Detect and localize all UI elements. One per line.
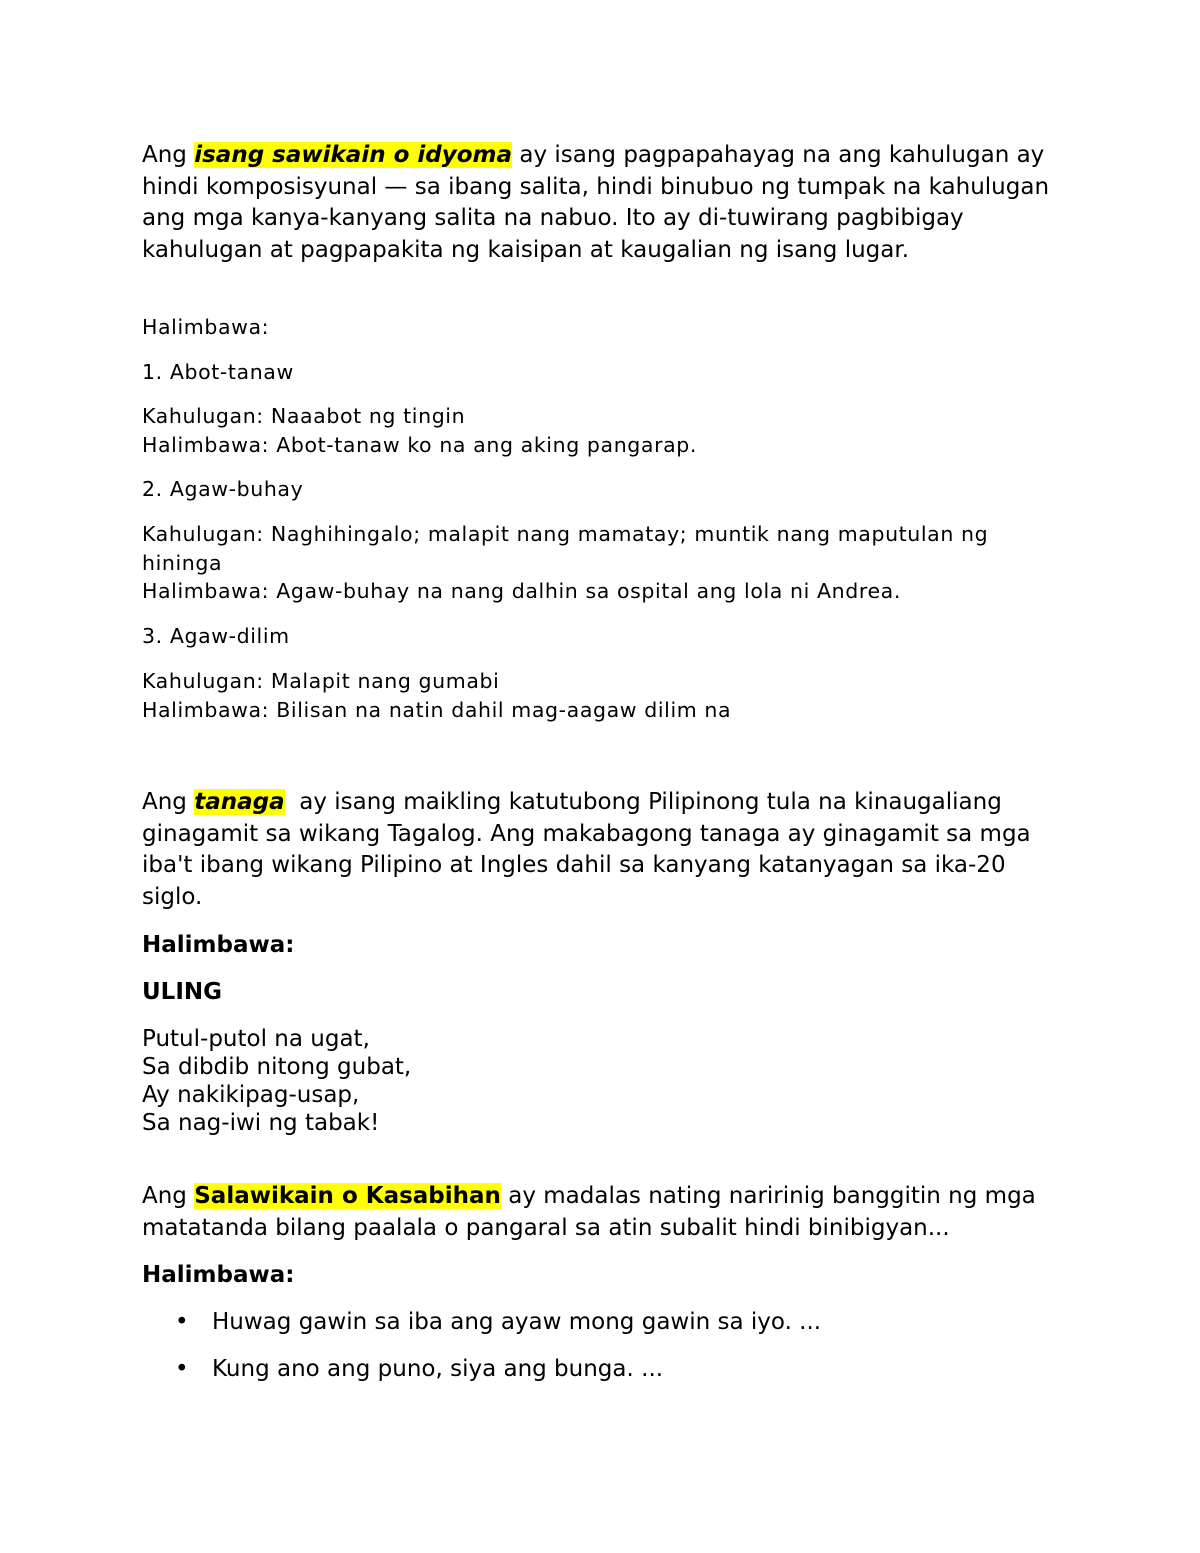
list-item-text: Kung ano ang puno, siya ang bunga. ... <box>212 1356 664 1382</box>
sawikain-item-1-kahulugan: Kahulugan: Naaabot ng tingin <box>142 404 466 428</box>
sawikain-halimbawa-label: Halimbawa: <box>142 315 270 339</box>
sawikain-item-1-title: 1. Abot-tanaw <box>142 360 294 384</box>
salawikain-lead: Ang <box>142 1183 195 1209</box>
tanaga-lead: Ang <box>142 789 195 815</box>
salawikain-term-highlight: Salawikain o Kasabihan <box>194 1183 501 1209</box>
sawikain-item-3-title: 3. Agaw-dilim <box>142 624 290 648</box>
tanaga-halimbawa-label: Halimbawa: <box>142 932 295 958</box>
poem-line-3: Ay nakikipag-usap, <box>142 1082 360 1108</box>
tanaga-term-highlight: tanaga <box>194 789 285 815</box>
sawikain-definition <box>142 140 1072 266</box>
list-item-text: Huwag gawin sa iba ang ayaw mong gawin sa iyo. ... <box>212 1309 822 1335</box>
salawikain-halimbawa-label: Halimbawa: <box>142 1262 295 1288</box>
sawikain-item-1-halimbawa: Halimbawa: Abot-tanaw ko na ang aking pangarap. <box>142 433 697 457</box>
poem-body <box>142 1025 1072 1137</box>
sawikain-item-3-kahulugan: Kahulugan: Malapit nang gumabi <box>142 669 500 693</box>
tanaga-definition <box>142 787 1072 913</box>
tanaga-definition-text: ay isang maikling katutubong Pilipinong tula na kinaugaliang ginagamit sa wikang Tagalog. Ang makabagong tanaga ay ginagamit sa mga iba't ibang wikang Pilipino at Ingles dahil sa kanyang katanyagan sa ika-20 siglo. <box>142 789 1038 910</box>
sawikain-lead: Ang <box>142 142 195 168</box>
sawikain-item-2-kahulugan: Kahulugan: Naghihingalo; malapit nang mamatay; muntik nang maputulan ng hininga <box>142 522 989 575</box>
sawikain-term-highlight: isang sawikain o idyoma <box>194 142 513 168</box>
sawikain-item-2-halimbawa: Halimbawa: Agaw-buhay na nang dalhin sa ospital ang lola ni Andrea. <box>142 579 901 603</box>
salawikain-definition-text: ay madalas nating naririnig banggitin ng mga matatanda bilang paalala o pangaral sa atin subalit hindi binibigyan... <box>142 1183 1036 1241</box>
salawikain-bullet-list <box>142 1307 1072 1384</box>
poem-title: ULING <box>142 979 223 1005</box>
list-item <box>142 1354 1072 1384</box>
poem-line-1: Putul-putol na ugat, <box>142 1026 370 1052</box>
list-item <box>142 1307 1072 1337</box>
sawikain-definition-text: ay isang pagpapahayag na ang kahulugan ay hindi komposisyunal — sa ibang salita, hindi binubuo ng tumpak na kahulugan ang mga kanya-kanyang salita na nabuo. Ito ay di-tuwirang pagbibigay kahulugan at pagpapakita ng kaisipan at kaugalian ng isang lugar. <box>142 142 1050 263</box>
poem-line-4: Sa nag-iwi ng tabak! <box>142 1110 380 1136</box>
sawikain-item-2-title: 2. Agaw-buhay <box>142 477 304 501</box>
sawikain-item-3-halimbawa: Halimbawa: Bilisan na natin dahil mag-aagaw dilim na <box>142 698 732 722</box>
bullet-icon: • <box>175 1356 189 1382</box>
poem-line-2: Sa dibdib nitong gubat, <box>142 1054 412 1080</box>
bullet-icon: • <box>175 1309 189 1335</box>
salawikain-definition <box>142 1181 1072 1244</box>
